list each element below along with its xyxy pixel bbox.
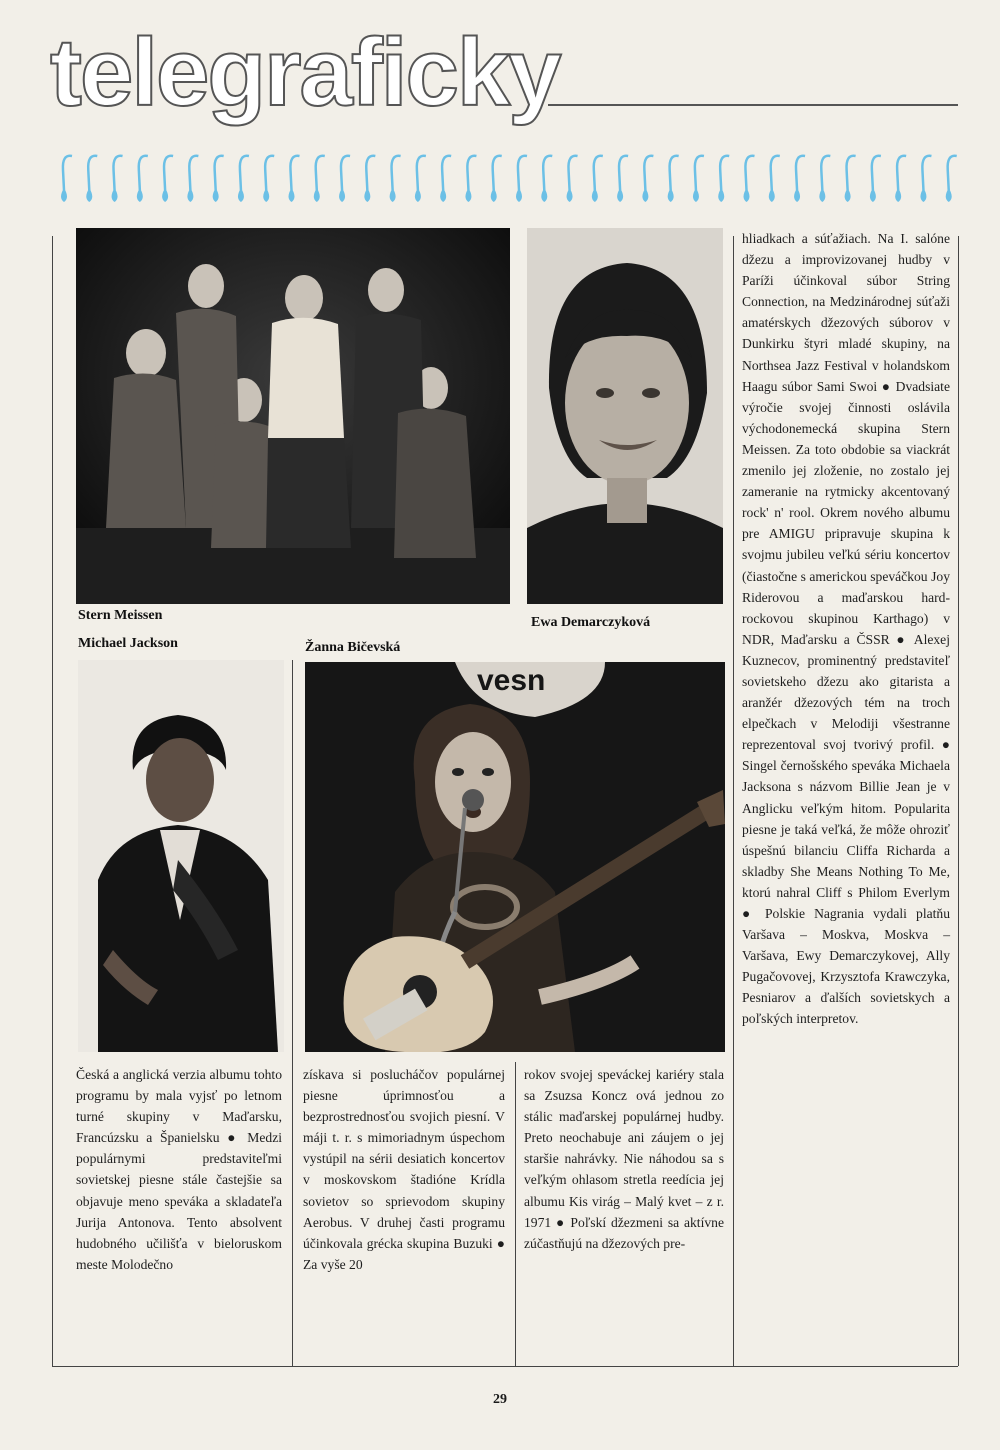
photo-ewa-demarczykova (527, 228, 723, 604)
drop-hook (594, 156, 603, 190)
rule-bottom (52, 1366, 958, 1367)
caption-ewa-demarczykova: Ewa Demarczyková (531, 615, 651, 630)
drop (440, 188, 446, 202)
text-column-4 (742, 228, 950, 1030)
drop-hook (290, 156, 299, 190)
drop (263, 188, 269, 202)
drop-hook (139, 156, 148, 190)
drop-hook (745, 156, 754, 190)
drop-hook (366, 156, 375, 190)
drop (946, 188, 952, 202)
drop (314, 188, 320, 202)
drop-hook (164, 156, 173, 190)
drop-hook (265, 156, 274, 190)
drop-hook (619, 156, 628, 190)
drop-hook (113, 156, 122, 190)
drop (61, 188, 67, 202)
page-number: 29 (493, 1392, 507, 1407)
drop-hook (670, 156, 679, 190)
drop (491, 188, 497, 202)
rule-left (52, 236, 53, 1366)
drop (390, 188, 396, 202)
drop-hook (796, 156, 805, 190)
caption-stern-meissen: Stern Meissen (78, 608, 163, 623)
drop (845, 188, 851, 202)
drop-hook (922, 156, 931, 190)
drop (213, 188, 219, 202)
drop (137, 188, 143, 202)
drop (920, 188, 926, 202)
drop (895, 188, 901, 202)
rule-right (958, 236, 959, 1366)
drop (617, 188, 623, 202)
header-rule (548, 104, 958, 106)
column-2-text: získava si poslucháčov populárnej piesne úprimnosťou a bezprostrednosťou svojich piesní. V máji t. r. s mimoriadnym úspechom vystúpil na sérii desiatich koncertov v moskovskom štadióne Krídla sovietov so sprievodom skupiny Aerobus. V druhej časti programu účinkovala grécka skupina Buzuki ● Za vyše 20 (303, 1067, 505, 1272)
drop (819, 188, 825, 202)
rule-col2-col3 (515, 1062, 516, 1366)
drop (642, 188, 648, 202)
drop (870, 188, 876, 202)
drop (744, 188, 750, 202)
drop-hook (63, 156, 72, 190)
text-column-1 (76, 1064, 282, 1275)
drop (415, 188, 421, 202)
drop-hook (695, 156, 704, 190)
drop-hook (568, 156, 577, 190)
page-title: telegraficky (50, 19, 560, 126)
drop-hook (543, 156, 552, 190)
drop (187, 188, 193, 202)
drop (769, 188, 775, 202)
drop-hook (493, 156, 502, 190)
rule-col1-col2 (292, 660, 293, 1366)
drop-hook (644, 156, 653, 190)
drop-hook (392, 156, 401, 190)
drop (794, 188, 800, 202)
drop (541, 188, 547, 202)
drop (364, 188, 370, 202)
drop-hook (316, 156, 325, 190)
drop-hook (872, 156, 881, 190)
column-4-text: hliadkach a súťažiach. Na I. salóne džezu a improvizovanej hudby v Paríži účinkoval súbor String Connection, na Medzinárodnej súťaži amatérskych džezových súborov v Dunkirku štyri mladé skupiny, na Northsea Jazz Festival v holandskom Haagu súbor Sami Swoi ● Dvadsiate výročie svojej činnosti oslávila východonemecká skupina Stern Meissen. Za toto obdobie sa viackrát zmenilo jej zloženie, no zostalo jej zameranie na rytmicky akcentovaný rock' n' rool. Okrem nového albumu pre AMIGU pripravuje skupina k svojmu jubileu veľkú sériu koncertov (čiastočne s americkou speváčkou Joy Riderovou a maďarskou hard-rockovou skupinou Karthago) v NDR, Maďarsku a ČSSR ● Alexej Kuznecov, prominentný predstaviteľ sovietskeho džezu ako gitarista a aranžér džezových tém na troch elpečkach v Melodiji všestranne reprezentoval svoj tvorivý profil. ● Singel černošského speváka Michaela Jacksona s názvom Billie Jean je v Anglicku veľkým hitom. Popularita piesne je taká veľká, že môže ohroziť úspešnú bilanciu Cliffa Richarda a skladby She Means Nothing To Me, ktorú nahral Cliff s Philom Everlym ● Polskie Nagrania vydali platňu Varšava – Moskva, Moskva – Varšava, Ewy Demarczykovej, Ally Pugačovovej, Krzysztofa Krawczyka, Pesniarov a ďalších sovietskych a poľských interpretov. (742, 231, 950, 1027)
drop (718, 188, 724, 202)
drop (86, 188, 92, 202)
drop-hook (897, 156, 906, 190)
drop-hook (215, 156, 224, 190)
photo-zanna-bicevska (305, 662, 725, 1052)
drop-hook (88, 156, 97, 190)
drop (592, 188, 598, 202)
drop-hook (821, 156, 830, 190)
drop-hook (341, 156, 350, 190)
drop (465, 188, 471, 202)
drop (289, 188, 295, 202)
column-3-text: rokov svojej speváckej kariéry stala sa Zsuzsa Koncz ová jednou zo stálic maďarskej populárnej hudby. Preto neochabuje ani záujem o jej staršie nahrávky. Nie náhodou sa s veľkým ohlasom stretla reedícia jej albumu Kis virág – Malý kvet – z r. 1971 ● Poľskí džezmeni sa aktívne zúčastňujú na džezových pre- (524, 1067, 724, 1251)
drop-hook (467, 156, 476, 190)
drop-hook (442, 156, 451, 190)
photo-michael-jackson (78, 660, 284, 1052)
water-drops-decoration (50, 148, 960, 208)
drop (112, 188, 118, 202)
drop-hook (847, 156, 856, 190)
drop-hook (189, 156, 198, 190)
drop (162, 188, 168, 202)
caption-michael-jackson: Michael Jackson (78, 636, 178, 651)
drop (516, 188, 522, 202)
drop (339, 188, 345, 202)
drop-hook (518, 156, 527, 190)
text-column-3 (524, 1064, 724, 1254)
photo-stern-meissen (76, 228, 510, 604)
drop-hook (240, 156, 249, 190)
drop-hook (417, 156, 426, 190)
drop-hook (948, 156, 957, 190)
drop (668, 188, 674, 202)
drop-hook (771, 156, 780, 190)
drop (693, 188, 699, 202)
drop (567, 188, 573, 202)
rule-col3-col4 (733, 236, 734, 1366)
drop (238, 188, 244, 202)
column-1-text: Česká a anglická verzia albumu tohto programu by mala vyjsť po letnom turné skupiny v Maďarsku, Francúzsku a Španielsku ● Medzi populárnymi predstaviteľmi sovietskej piesne stále častejšie sa objavuje meno speváka a skladateľa Jurija Antonova. Tento absolvent hudobného učilišťa v bieloruskom meste Molodečno (76, 1067, 282, 1272)
banner-text: vesn (477, 664, 546, 697)
caption-zanna-bicevska: Žanna Bičevská (305, 640, 401, 655)
text-column-2 (303, 1064, 505, 1275)
drop-hook (720, 156, 729, 190)
